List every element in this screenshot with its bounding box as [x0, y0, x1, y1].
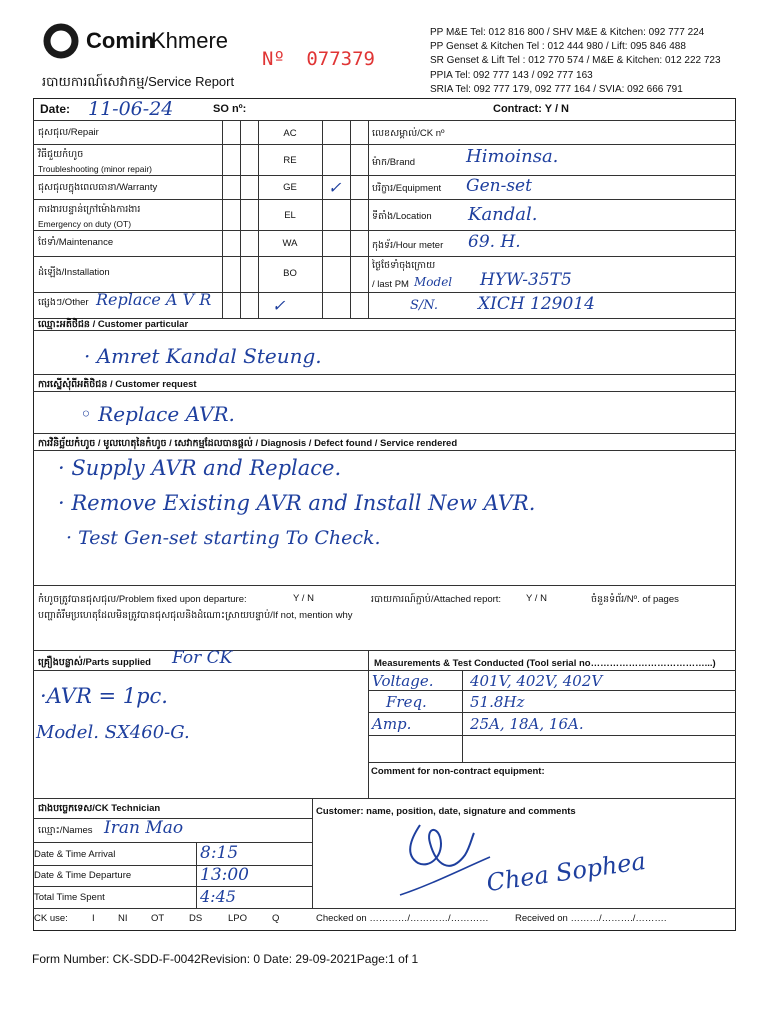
arrival-label: Date & Time Arrival: [34, 849, 116, 860]
customer-particular-label: ឈ្មោះអតិថិជន / Customer particular: [38, 319, 189, 330]
service-troubleshooting-sub: Troubleshooting (minor repair): [38, 164, 153, 174]
logo-ring-icon: [42, 22, 80, 60]
measure-value: 25A, 18A, 16A.: [470, 715, 584, 733]
code-re: RE: [283, 155, 297, 166]
measurements-label: Measurements & Test Conducted (Tool serial no………………………………...): [374, 658, 716, 669]
customer-particular-value: · Amret Kandal Steung.: [84, 344, 322, 368]
attached-report-yn: Y / N: [526, 593, 547, 604]
ck-use-code: DS: [189, 913, 203, 924]
checked-on-label: Checked on …………/…………/…………: [316, 913, 489, 924]
model-value: HYW-35T5: [480, 270, 572, 290]
ck-use-code: NI: [118, 913, 128, 924]
service-warranty-label: ជុសជុលក្នុងពេលធានា/Warranty: [38, 182, 158, 193]
logo-name-bold: Comin: [86, 28, 155, 53]
tech-name-label: ឈ្មោះ/Names: [38, 825, 93, 836]
ck-use-code: LPO: [228, 913, 248, 924]
date-value: 11-06-24: [88, 98, 174, 120]
parts-note: For CK: [172, 648, 233, 668]
service-emergency-label: ការងារបន្ទាន់ក្រៅម៉ោងការងារ: [38, 204, 141, 215]
report-title: របាយការណ៍សេវាកម្ម/Service Report: [42, 74, 235, 89]
measure-name: Freq.: [386, 693, 427, 711]
service-other-value: Replace A V R: [96, 290, 212, 309]
check-mark-ge: ✓: [328, 178, 342, 197]
tech-name-value: Iran Mao: [104, 818, 184, 838]
ck-use-label: CK use:: [34, 913, 68, 924]
contact-block: [430, 26, 721, 97]
last-pm-sub: / last PM: [372, 279, 409, 290]
contact-line: PP M&E Tel: 012 816 800 / SHV M&E & Kitchen: 092 777 224: [430, 27, 705, 38]
serial-value: XICH 129014: [478, 294, 595, 314]
service-repair-label: ជុសជុល/Repair: [38, 127, 99, 138]
departure-label: Date & Time Departure: [34, 870, 132, 881]
form-number: Form Number: CK-SDD-F-0042Revision: 0 Date: 29-09-2021Page:1 of 1: [32, 952, 419, 966]
contact-line: PPIA Tel: 092 777 143 / 092 777 163: [430, 69, 593, 81]
diagnosis-line: · Remove Existing AVR and Install New AVR.: [58, 491, 536, 515]
hour-meter-value: 69. H.: [468, 232, 521, 252]
service-installation-label: ដំឡើង/Installation: [38, 267, 110, 278]
last-pm-label: ថ្ងៃថែទាំចុងក្រោយ: [372, 260, 436, 271]
service-emergency-sub: Emergency on duty (OT): [38, 219, 132, 229]
contact-line: PP Genset & Kitchen Tel : 012 444 980 / Lift: 095 846 488: [430, 41, 686, 53]
ck-use-code: I: [92, 913, 95, 924]
code-bo: BO: [283, 268, 297, 279]
contact-line: SR Genset & Lift Tel : 012 770 574 / M&E & Kitchen: 012 222 723: [430, 55, 721, 67]
total-time-label: Total Time Spent: [34, 892, 105, 903]
code-wa: WA: [282, 238, 298, 249]
measure-value: 51.8Hz: [470, 693, 525, 711]
total-time-value: 4:45: [200, 887, 236, 906]
problem-fixed-yn: Y / N: [293, 593, 314, 604]
measure-name: Amp.: [372, 715, 412, 733]
code-ac: AC: [283, 128, 297, 139]
logo-name-regular: Khmere: [151, 28, 229, 53]
so-label: SO nº:: [213, 103, 247, 115]
equipment-label: បរិក្ខារ/Equipment: [372, 183, 442, 194]
serial-prefix: Nº: [262, 48, 285, 70]
brand-label: ម៉ាក/Brand: [372, 157, 416, 168]
code-el: EL: [284, 210, 296, 221]
diagnosis-label: ការវិនិច្ឆ័យកំហូច / មូលហេតុនៃកំហូច / សេវាកម្មដែលបានផ្តល់ / Diagnosis / Defect found / Service rendered: [38, 438, 458, 449]
check-mark-other: ✓: [272, 296, 286, 315]
contact-line: SRIA Tel: 092 777 179, 092 777 164 / SVIA: 092 666 791: [430, 83, 683, 95]
customer-request-label: ការស្នើសុំពីអតិថិជន / Customer request: [38, 379, 197, 390]
model-prefix: Model: [414, 275, 453, 289]
problem-fixed-label: កំហូចត្រូវបានជុសជុល/Problem fixed upon departure:: [38, 594, 247, 605]
service-maintenance-label: ថែទាំ/Maintenance: [38, 237, 114, 248]
technician-label: ជាងបច្ចេកទេស/CK Technician: [38, 803, 161, 814]
hour-meter-label: កុងទ័រ/Hour meter: [372, 240, 444, 251]
arrival-value: 8:15: [200, 843, 239, 863]
comment-label: Comment for non-contract equipment:: [371, 766, 545, 777]
customer-signature-text: Chea Sophea: [484, 846, 648, 898]
diagnosis-line: · Test Gen-set starting To Check.: [66, 527, 381, 549]
ck-number-label: លេខសម្គាល់/CK nº: [372, 128, 445, 139]
measure-name: Voltage.: [372, 672, 434, 690]
location-label: ទីតាំង/Location: [372, 211, 432, 222]
parts-supplied-label: គ្រឿងបន្លាស់/Parts supplied: [38, 657, 151, 668]
serial-number: [262, 48, 375, 70]
received-on-label: Received on ………/………./……….: [515, 913, 667, 924]
date-label: Date:: [40, 102, 71, 116]
pages-label: ចំនួនទំព័រ/Nº. of pages: [591, 594, 679, 605]
service-other-label: ផ្សេងៗ/Other: [38, 297, 89, 308]
customer-request-value: ◦ Replace AVR.: [80, 402, 235, 426]
ck-use-code: OT: [151, 913, 165, 924]
service-troubleshooting-label: វិធីជួយកំហូច: [38, 149, 84, 160]
attached-report-label: របាយការណ៍ភ្ជាប់/Attached report:: [371, 594, 502, 605]
code-ge: GE: [283, 182, 297, 193]
company-logo: [42, 22, 232, 62]
serial-digits: 077379: [306, 48, 375, 70]
measure-value: 401V, 402V, 402V: [470, 672, 603, 690]
brand-value: Himoinsa.: [466, 146, 559, 167]
departure-value: 13:00: [200, 865, 249, 885]
customer-sign-label: Customer: name, position, date, signature and comments: [316, 806, 576, 817]
parts-line: ·AVR = 1pc.: [40, 684, 168, 708]
contract-label: Contract: Y / N: [493, 103, 569, 115]
equipment-value: Gen-set: [466, 176, 532, 196]
not-fixed-label: បញ្ហាតំរឹមប្រហេតុដែលមិនត្រូវបានជុសជុលនិងដំណោះស្រាយបន្ទាប់/If not, mention why: [38, 610, 353, 621]
ck-use-code: Q: [272, 913, 280, 924]
location-value: Kandal.: [468, 204, 538, 225]
parts-line: Model. SX460-G.: [36, 722, 190, 743]
serial-prefix-hw: S/N.: [410, 298, 438, 313]
diagnosis-line: · Supply AVR and Replace.: [58, 456, 342, 480]
